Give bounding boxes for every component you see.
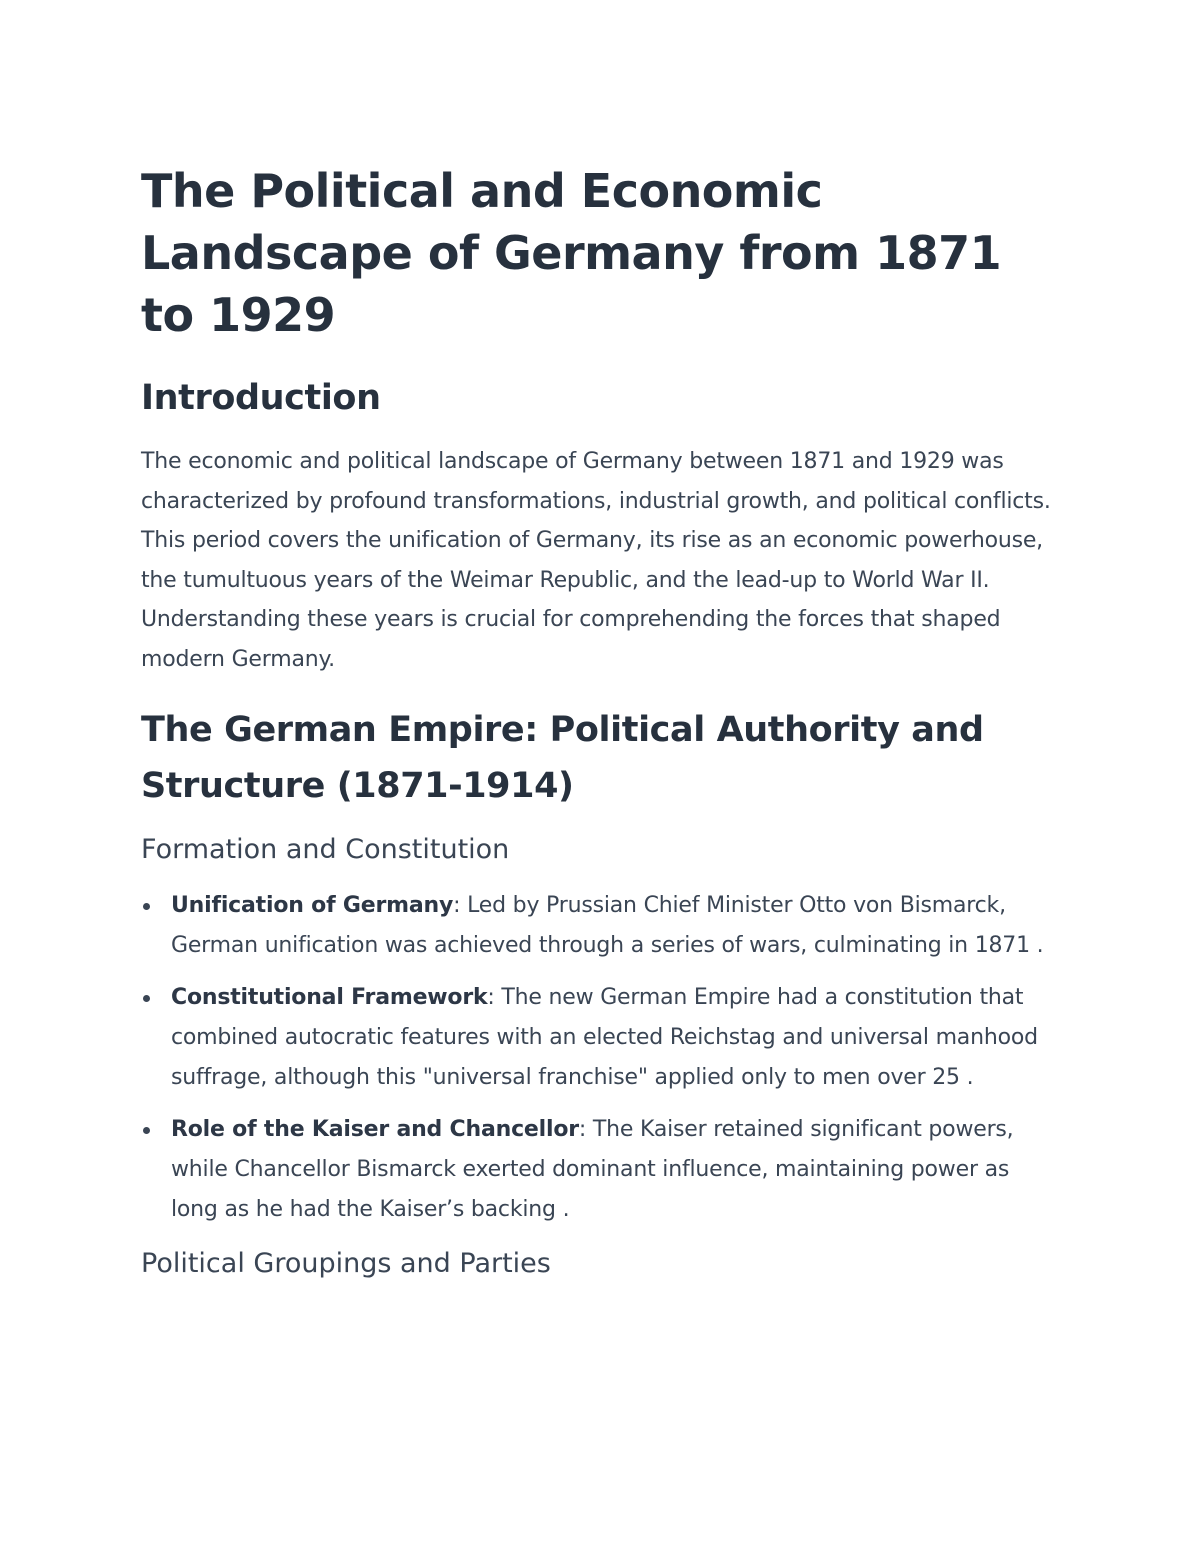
bullet-text: : The Kaiser retained significant powers, while Chancellor Bismarck exerted dominant influence, maintaining power as long as he had the Kaiser’s backing . — [171, 1116, 1014, 1222]
formation-bullet-list — [141, 886, 1061, 1230]
document-title: The Political and Economic Landscape of Germany from 1871 to 1929 — [141, 164, 1002, 342]
bullet-text: : Led by Prussian Chief Minister Otto von Bismarck, German unification was achieved through a series of wars, culminating in 1871 . — [171, 892, 1044, 958]
document-page — [141, 160, 1061, 1300]
formation-heading: Formation and Constitution — [141, 833, 510, 865]
bullet-term: Constitutional Framework — [171, 984, 488, 1010]
bullet-term: Unification of Germany — [171, 892, 454, 918]
bullet-dot-icon — [143, 995, 150, 1002]
political-groupings-heading: Political Groupings and Parties — [141, 1247, 551, 1279]
bullet-term: Role of the Kaiser and Chancellor — [171, 1116, 579, 1142]
bullet-kaiser-chancellor — [141, 1110, 1061, 1230]
bullet-constitutional-framework — [141, 978, 1061, 1098]
empire-section-heading: The German Empire: Political Authority and Structure (1871-1914) — [141, 709, 984, 806]
bullet-text: : The new German Empire had a constitution that combined autocratic features with an elected Reichstag and universal manhood suffrage, although this "universal franchise" applied only to men over 25 . — [171, 984, 1038, 1090]
introduction-heading: Introduction — [141, 378, 381, 418]
bullet-unification — [141, 886, 1061, 966]
bullet-dot-icon — [143, 903, 150, 910]
bullet-dot-icon — [143, 1127, 150, 1134]
introduction-paragraph: The economic and political landscape of Germany between 1871 and 1929 was characterized by profound transformations, industrial growth, and political conflicts. This period covers the unification of Germany, its rise as an economic powerhouse, the tumultuous years of the Weimar Republic, and the lead-up to World War II. Understanding these years is crucial for comprehending the forces that shaped modern Germany. — [141, 449, 1051, 672]
